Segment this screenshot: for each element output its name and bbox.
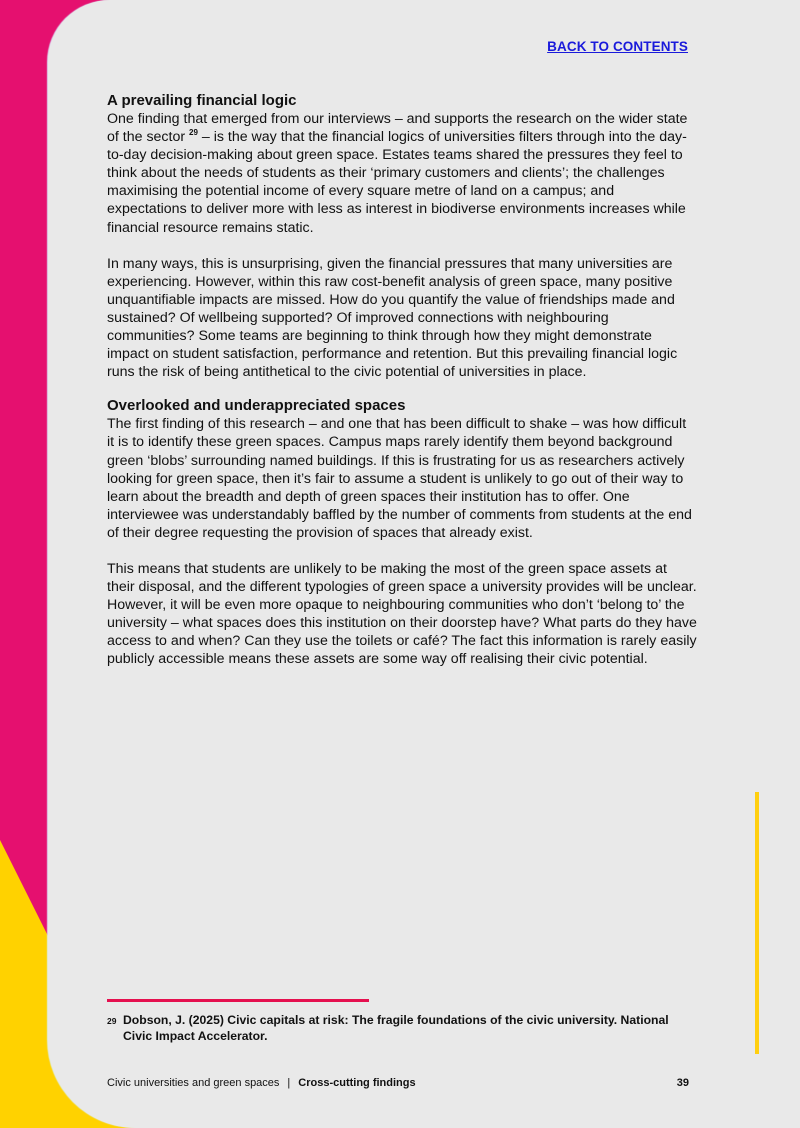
page-footer — [107, 1077, 689, 1089]
footer-document-title: Civic universities and green spaces — [107, 1077, 280, 1089]
paragraph: In many ways, this is unsurprising, given the financial pressures that many universities are experiencing. However, within this raw cost-benefit analysis of green space, many positive unquantifiable impacts are missed. How do you quantify the value of friendships made and sustained? Of wellbeing supported? Of improved connections with neighbouring communities? Some teams are beginning to think through how they might demonstrate impact on student satisfaction, performance and retention. But this prevailing financial logic runs the risk of being antithetical to the civic potential of universities in place. — [107, 255, 678, 381]
footnote-divider — [107, 999, 369, 1002]
main-content — [107, 92, 697, 669]
paragraph-text: – is the way that the financial logics of universities filters through into the day-to-day decision-making about green space. Estates teams shared the pressures they feel to think about the needs of students as their ‘primary customers and clients’; the challenges maximising the potential income of every square metre of land on a campus; and expectations to deliver more with less as interest in biodiverse environments increases while financial resource remains static. — [107, 129, 687, 236]
page-number: 39 — [676, 1077, 689, 1089]
footnote-text: Dobson, J. (2025) Civic capitals at risk: The fragile foundations of the civic university. National Civic Impact Accelerator. — [123, 1013, 669, 1043]
footer-separator: | — [287, 1077, 291, 1089]
back-to-contents-link[interactable]: BACK TO CONTENTS — [547, 39, 688, 54]
paragraph: The first finding of this research – and one that has been difficult to shake – was how difficult it is to identify these green spaces. Campus maps rarely identify them beyond background green ‘blobs’ surrounding named buildings. If this is frustrating for us as researchers actively looking for green space, then it’s fair to assume a student is unlikely to go out of their way to learn about the breadth and depth of green spaces their institution has to offer. One interviewee was understandably baffled by the number of comments from students at the end of their degree requesting the provision of spaces that already exist. — [107, 416, 692, 541]
paragraph-text: One finding that emerged from our interviews – and supports the research on the wider state of the sector — [107, 111, 688, 146]
section-heading: Overlooked and underappreciated spaces — [107, 397, 406, 415]
paragraph — [107, 110, 697, 237]
footnote — [107, 1012, 687, 1044]
section-overlooked-spaces — [107, 397, 697, 668]
footer-section-name: Cross-cutting findings — [298, 1077, 416, 1089]
footnote-reference[interactable]: 29 — [189, 128, 198, 138]
paragraph: This means that students are unlikely to be making the most of the green space assets at their disposal, and the different typologies of green space a university provides will be unclear. However, it will be even more opaque to neighbouring communities who don’t ‘belong to’ the university – what spaces does this institution on their doorstep have? What parts do they have access to and when? Can they use the toilets or café? The fact this information is rarely easily publicly accessible means these assets are some way off realising their civic potential. — [107, 560, 697, 668]
decorative-yellow-line — [755, 792, 759, 1054]
section-financial-logic — [107, 92, 697, 381]
footnote-number: 29 — [107, 1016, 117, 1026]
section-heading: A prevailing financial logic — [107, 92, 297, 109]
